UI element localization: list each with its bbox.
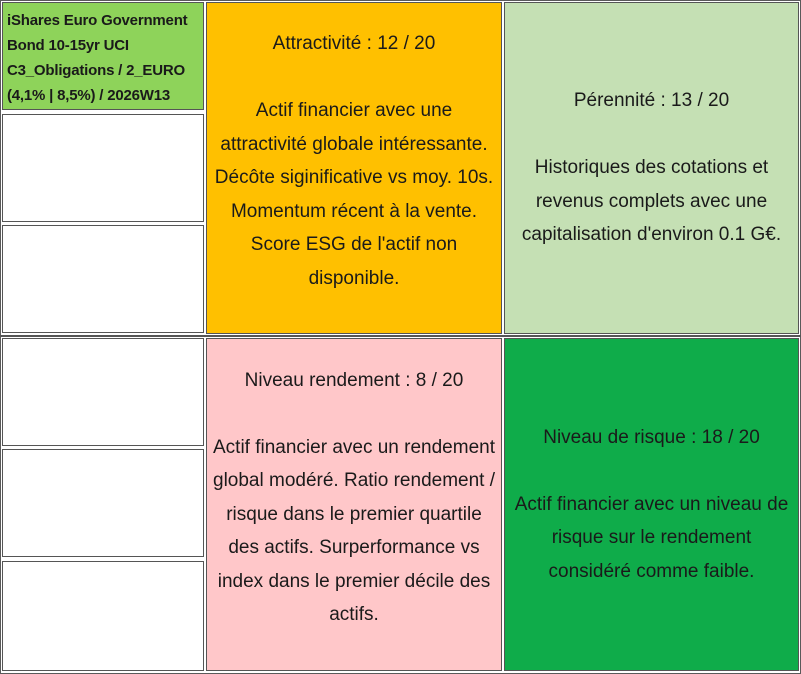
perennite-heading: Pérennité : 13 / 20 [573,90,730,112]
asset-title-line-1: iShares Euro Government [7,12,188,29]
rendement-box [206,338,502,671]
asset-title-cell [2,2,204,110]
empty-cell-1 [2,114,204,222]
perennite-box [504,2,799,334]
asset-title-line-3: C3_Obligations / 2_EURO [7,62,185,79]
empty-cell-2 [2,225,204,333]
asset-title-line-2: Bond 10-15yr UCI [7,37,129,54]
empty-cell-4 [2,449,204,557]
empty-cell-5 [2,561,204,671]
attractivite-description: Actif financier avec une attractivité globale intéressante. Décôte siginificative vs moy. 10s. Momentum récent à la vente. Score ESG de l'actif non disponible. [214,100,494,289]
empty-cell-3 [2,338,204,446]
risque-box [504,338,799,671]
attractivite-box [206,2,502,334]
rendement-description: Actif financier avec un rendement global modéré. Ratio rendement / risque dans le premier quartile des actifs. Surperformance vs index dans le premier décile des actifs. [213,436,495,625]
attractivite-heading: Attractivité : 12 / 20 [272,33,436,54]
risque-description: Actif financier avec un niveau de risque sur le rendement considéré comme faible. [514,493,789,582]
asset-title-line-4: (4,1% | 8,5%) / 2026W13 [7,87,171,104]
risque-heading: Niveau de risque : 18 / 20 [543,426,760,448]
perennite-description: Historiques des cotations et revenus complets avec une capitalisation d'environ 0.1 G€. [521,157,782,246]
horizontal-divider [0,335,801,337]
rendement-heading: Niveau rendement : 8 / 20 [244,369,464,391]
